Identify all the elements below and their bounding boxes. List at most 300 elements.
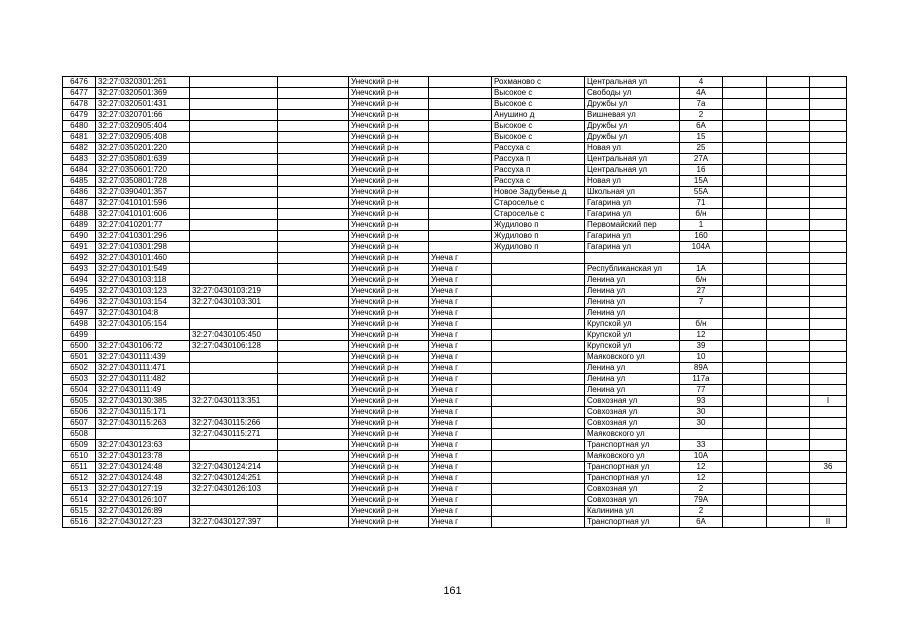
table-cell [492,363,585,374]
table-cell: Унеча г [429,396,492,407]
table-cell [278,418,349,429]
table-cell [492,473,585,484]
table-cell: 2 [680,484,723,495]
table-cell: 32:27:0410201:77 [96,220,190,231]
table-cell [492,286,585,297]
table-cell: Унечский р-н [349,440,429,451]
table-cell: Унечский р-н [349,473,429,484]
table-cell [429,220,492,231]
table-cell [810,407,847,418]
table-cell: 71 [680,198,723,209]
table-cell [767,363,810,374]
table-cell: 32:27:0430124:48 [96,462,190,473]
table-cell: Анушино д [492,110,585,121]
table-cell [810,132,847,143]
table-cell: 6503 [63,374,96,385]
table-cell: Унечский р-н [349,319,429,330]
table-cell [723,363,767,374]
table-cell: Вишневая ул [585,110,680,121]
table-cell [278,308,349,319]
table-cell: 32:27:0430124:251 [190,473,278,484]
table-cell: 32:27:0320501:369 [96,88,190,99]
table-cell [190,374,278,385]
table-cell [429,198,492,209]
table-cell: 32:27:0430111:482 [96,374,190,385]
table-cell [278,110,349,121]
table-cell: Рассуха с [492,176,585,187]
table-cell [767,242,810,253]
table-cell: Дружбы ул [585,132,680,143]
table-cell [767,110,810,121]
table-cell [810,209,847,220]
table-cell [767,253,810,264]
table-cell: Новая ул [585,143,680,154]
table-cell [767,330,810,341]
table-cell: Унечский р-н [349,517,429,528]
table-cell [492,484,585,495]
table-cell [767,462,810,473]
table-cell [278,264,349,275]
table-cell: 32:27:0350801:639 [96,154,190,165]
table-cell [190,407,278,418]
table-cell [96,429,190,440]
table-cell: Староселье с [492,209,585,220]
table-cell: 32:27:0430123:63 [96,440,190,451]
table-cell [190,132,278,143]
table-cell [429,242,492,253]
table-cell: 32:27:0430106:128 [190,341,278,352]
table-cell: Совхозная ул [585,495,680,506]
table-cell [767,132,810,143]
table-cell: 32:27:0430115:171 [96,407,190,418]
table-cell [492,517,585,528]
table-cell [278,209,349,220]
table-row [63,77,847,88]
table-cell: 32:27:0350201:220 [96,143,190,154]
table-cell [190,99,278,110]
table-cell: 6496 [63,297,96,308]
table-cell [723,517,767,528]
table-cell [810,385,847,396]
table-cell: Унечский р-н [349,429,429,440]
table-cell [190,264,278,275]
table-cell: Ленина ул [585,297,680,308]
table-cell: Крупской ул [585,341,680,352]
table-cell [767,396,810,407]
table-cell: 30 [680,407,723,418]
table-cell: Гагарина ул [585,209,680,220]
table-cell [190,451,278,462]
table-cell [429,231,492,242]
table-cell: 32:27:0430127:397 [190,517,278,528]
table-cell: 27А [680,154,723,165]
table-cell [723,319,767,330]
table-cell: Унеча г [429,451,492,462]
table-cell: 32:27:0390401:357 [96,187,190,198]
table-cell [767,495,810,506]
table-cell [429,143,492,154]
table-cell [190,495,278,506]
table-cell: 39 [680,341,723,352]
table-cell [492,396,585,407]
table-cell [767,88,810,99]
table-cell [190,176,278,187]
table-cell: Крупской ул [585,330,680,341]
table-cell: 6492 [63,253,96,264]
table-cell: 32:27:0350601:720 [96,165,190,176]
table-cell: Унечский р-н [349,99,429,110]
table-cell: 1 [680,220,723,231]
table-cell: I [810,396,847,407]
table-cell: 32:27:0430113:351 [190,396,278,407]
table-cell [492,407,585,418]
table-row [63,473,847,484]
table-row [63,198,847,209]
table-cell: 32:27:0430126:103 [190,484,278,495]
table-cell: Унеча г [429,297,492,308]
table-cell [723,308,767,319]
table-cell: Унечский р-н [349,165,429,176]
table-cell: Унеча г [429,319,492,330]
table-row [63,517,847,528]
table-cell [810,220,847,231]
table-cell: 32:27:0430103:219 [190,286,278,297]
table-cell [723,154,767,165]
table-cell [492,253,585,264]
table-cell [767,506,810,517]
table-cell [723,440,767,451]
table-cell: Республиканская ул [585,264,680,275]
table-cell [190,242,278,253]
table-cell: Гагарина ул [585,198,680,209]
table-row [63,231,847,242]
table-cell [767,264,810,275]
table-cell [723,121,767,132]
table-cell [492,341,585,352]
table-cell: Унеча г [429,286,492,297]
table-cell: 7а [680,99,723,110]
table-cell: Унечский р-н [349,330,429,341]
table-cell: Унечский р-н [349,451,429,462]
table-cell: 32:27:0410101:596 [96,198,190,209]
table-row [63,143,847,154]
table-cell [278,495,349,506]
table-cell [96,330,190,341]
table-cell: 6477 [63,88,96,99]
table-row [63,253,847,264]
table-cell [723,132,767,143]
table-cell: Унечский р-н [349,308,429,319]
table-cell: Дружбы ул [585,121,680,132]
table-cell [810,242,847,253]
table-cell [680,253,723,264]
table-cell: 6502 [63,363,96,374]
table-cell: Центральная ул [585,165,680,176]
page-number: 161 [443,585,462,597]
table-cell [190,88,278,99]
table-cell [810,275,847,286]
table-cell: Унечский р-н [349,495,429,506]
table-cell: 27 [680,286,723,297]
table-cell: Ленина ул [585,363,680,374]
table-cell [492,506,585,517]
table-cell [492,297,585,308]
table-row [63,363,847,374]
table-cell [429,110,492,121]
table-cell: Унеча г [429,275,492,286]
table-row [63,209,847,220]
table-cell: 32:27:0430127:19 [96,484,190,495]
table-cell: Жудилово п [492,231,585,242]
table-cell [767,517,810,528]
table-cell [278,330,349,341]
table-cell [767,440,810,451]
table-cell: Унечский р-н [349,462,429,473]
table-cell: Новое Задубенье д [492,187,585,198]
table-cell: 6485 [63,176,96,187]
table-cell [492,319,585,330]
table-cell [767,473,810,484]
table-cell: 32:27:0430115:263 [96,418,190,429]
table-cell [723,77,767,88]
table-row [63,132,847,143]
table-cell: Унечский р-н [349,275,429,286]
table-cell [810,429,847,440]
table-cell: 15 [680,132,723,143]
table-cell: 10 [680,352,723,363]
table-cell: Маяковского ул [585,451,680,462]
table-cell: 7 [680,297,723,308]
table-cell: 2 [680,506,723,517]
table-cell [278,385,349,396]
table-row [63,308,847,319]
table-cell: 6483 [63,154,96,165]
table-cell: 93 [680,396,723,407]
table-cell: 12 [680,330,723,341]
table-cell: 32:27:0430126:89 [96,506,190,517]
table-cell: Унечский р-н [349,209,429,220]
table-cell: Унечский р-н [349,242,429,253]
table-cell: 32:27:0430111:439 [96,352,190,363]
table-cell [278,517,349,528]
table-cell: 4 [680,77,723,88]
table-cell [810,198,847,209]
table-cell: Маяковского ул [585,429,680,440]
table-cell: Высокое с [492,88,585,99]
table-cell [429,209,492,220]
table-cell: 6495 [63,286,96,297]
table-cell [810,77,847,88]
table-cell [767,484,810,495]
table-cell [492,385,585,396]
table-cell [810,363,847,374]
table-cell: 89А [680,363,723,374]
table-cell: 6А [680,121,723,132]
table-cell [190,77,278,88]
table-cell: Унеча г [429,352,492,363]
table-cell: 32:27:0430126:107 [96,495,190,506]
table-cell [190,253,278,264]
table-cell: 32:27:0430101:549 [96,264,190,275]
table-row [63,242,847,253]
table-cell [810,352,847,363]
table-cell: Унечский р-н [349,198,429,209]
table-cell: 117а [680,374,723,385]
table-cell [810,231,847,242]
table-cell [810,418,847,429]
table-cell [492,440,585,451]
table-cell: Школьная ул [585,187,680,198]
table-cell: 6481 [63,132,96,143]
table-cell [810,154,847,165]
table-cell: 32:27:0430115:271 [190,429,278,440]
table-cell [723,374,767,385]
table-cell [278,363,349,374]
table-cell: 6491 [63,242,96,253]
table-cell [190,440,278,451]
table-cell: Унеча г [429,308,492,319]
table-cell [723,385,767,396]
table-cell [278,176,349,187]
table-cell [723,429,767,440]
table-cell: 6512 [63,473,96,484]
table-cell [810,308,847,319]
table-cell [767,385,810,396]
table-cell: Унечский р-н [349,363,429,374]
table-cell [278,88,349,99]
table-cell: 6493 [63,264,96,275]
table-cell: 6508 [63,429,96,440]
table-cell: Унечский р-н [349,231,429,242]
table-cell [767,77,810,88]
table-cell: 77 [680,385,723,396]
table-cell [767,407,810,418]
table-cell: 32:27:0410301:298 [96,242,190,253]
table-cell: 6510 [63,451,96,462]
table-cell [278,121,349,132]
table-cell [767,418,810,429]
table-cell [429,165,492,176]
table-cell [810,187,847,198]
table-cell [680,308,723,319]
table-cell [190,187,278,198]
table-cell: 32:27:0430130:385 [96,396,190,407]
table-cell [278,77,349,88]
table-cell [810,297,847,308]
table-cell [429,154,492,165]
table-cell [190,506,278,517]
table-cell: Унечский р-н [349,418,429,429]
table-cell: 32:27:0350801:728 [96,176,190,187]
table-cell [429,121,492,132]
table-cell [810,176,847,187]
table-cell: 6479 [63,110,96,121]
table-cell [723,176,767,187]
table-cell: Унечский р-н [349,187,429,198]
table-cell: Гагарина ул [585,231,680,242]
table-cell [810,319,847,330]
table-cell: 32:27:0410101:606 [96,209,190,220]
table-cell [767,187,810,198]
table-cell: 6486 [63,187,96,198]
table-cell: 32:27:0430103:301 [190,297,278,308]
table-row [63,176,847,187]
table-cell: 15А [680,176,723,187]
table-row [63,297,847,308]
table-cell: 32:27:0430105:154 [96,319,190,330]
table-cell: Высокое с [492,121,585,132]
table-cell [190,143,278,154]
table-cell: Унечский р-н [349,143,429,154]
table-cell: Унечский р-н [349,396,429,407]
table-cell [492,275,585,286]
table-cell: 32:27:0430103:118 [96,275,190,286]
table-cell [492,429,585,440]
table-cell [767,319,810,330]
table-cell [492,264,585,275]
table-cell: 6509 [63,440,96,451]
table-cell [723,187,767,198]
table-cell [810,374,847,385]
table-cell: Дружбы ул [585,99,680,110]
table-cell: 6489 [63,220,96,231]
table-cell: 30 [680,418,723,429]
table-cell [190,209,278,220]
table-cell: 6487 [63,198,96,209]
table-cell [723,297,767,308]
table-cell: 32:27:0430103:123 [96,286,190,297]
table-cell: 6515 [63,506,96,517]
table-cell: 32:27:0430101:460 [96,253,190,264]
table-cell [810,253,847,264]
table-cell [278,242,349,253]
table-cell: Высокое с [492,132,585,143]
table-body [63,77,847,528]
table-cell [723,209,767,220]
table-cell [278,440,349,451]
table-cell [278,297,349,308]
table-cell: 6505 [63,396,96,407]
table-cell [723,495,767,506]
table-cell: Унечский р-н [349,154,429,165]
table-cell: Маяковского ул [585,352,680,363]
table-cell: Крупской ул [585,319,680,330]
table-cell: 6501 [63,352,96,363]
table-cell [680,429,723,440]
table-cell: 6506 [63,407,96,418]
table-cell [492,418,585,429]
table-cell [278,99,349,110]
table-cell: Ленина ул [585,275,680,286]
table-cell [723,110,767,121]
table-row [63,429,847,440]
table-cell [723,418,767,429]
table-cell [767,451,810,462]
table-cell [278,396,349,407]
table-cell [723,330,767,341]
table-cell: 55А [680,187,723,198]
table-cell [810,495,847,506]
table-cell: 6499 [63,330,96,341]
table-cell: Унечский р-н [349,407,429,418]
table-cell [767,154,810,165]
table-cell [767,352,810,363]
table-row [63,451,847,462]
table-cell [492,495,585,506]
table-cell: Унечский р-н [349,264,429,275]
table-cell: 6482 [63,143,96,154]
table-cell: Унечский р-н [349,484,429,495]
